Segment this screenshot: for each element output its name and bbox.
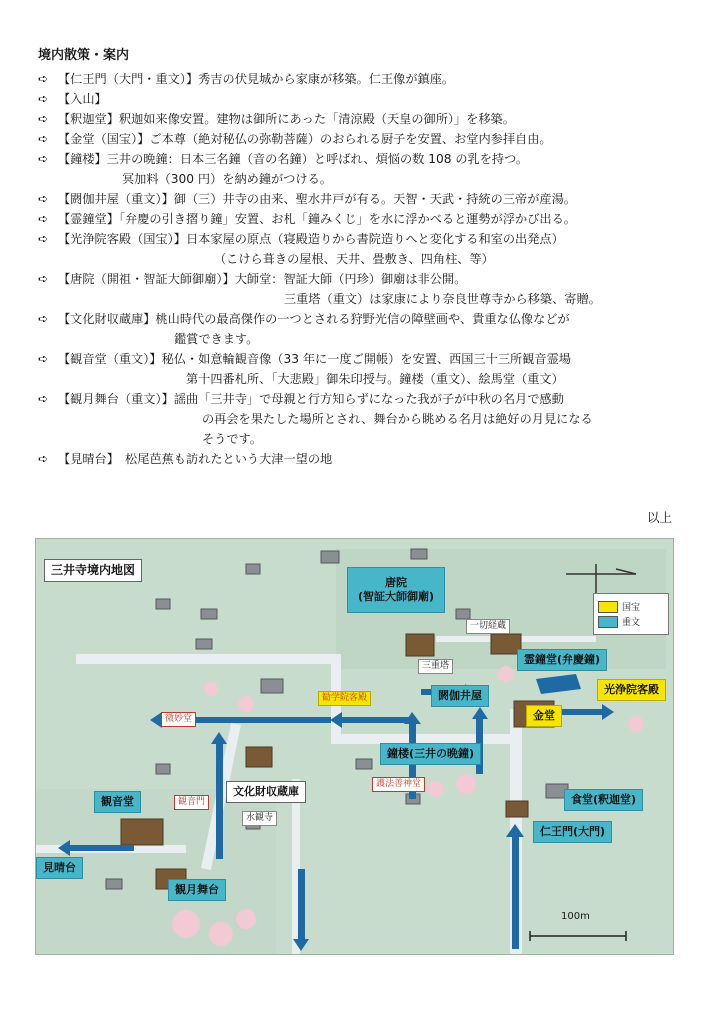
guide-item — [38, 129, 688, 149]
arrow-icon: ➪ — [38, 392, 49, 406]
label-kondo: 金堂 — [526, 705, 562, 727]
label-touin: 唐院 (智証大師御廟) — [347, 567, 445, 613]
guide-item-continuation: の再会を果たした場所とされ、舞台から眺める名月は絶好の月見になる — [202, 412, 593, 426]
label-niomon: 仁王門(大門) — [533, 821, 612, 843]
arrow-icon: ➪ — [38, 272, 49, 286]
label-sanjuto: 三重塔 — [418, 659, 453, 674]
label-issaikyo: 一切経蔵 — [466, 619, 510, 634]
guide-item-text: 【鐘楼】三井の晩鐘：日本三名鐘（音の名鐘）と呼ばれ、煩悩の数 108 の乳を持つ。 — [58, 152, 529, 166]
legend-swatch-yellow — [598, 601, 618, 613]
label-suikanji: 水観寺 — [242, 811, 277, 826]
legend-swatch-blue — [598, 616, 618, 628]
legend-label: 国宝 — [622, 603, 641, 613]
guide-heading: 境内散策・案内 — [38, 48, 130, 63]
guide-item-continuation: そうです。 — [202, 432, 262, 446]
guide-item — [38, 89, 688, 109]
label-kangakuin: 勧学院客殿 — [318, 691, 371, 706]
arrow-icon: ➪ — [38, 452, 49, 466]
arrow-icon: ➪ — [38, 112, 49, 126]
guide-item — [38, 389, 688, 409]
guide-item-text: 【光浄院客殿（国宝）】日本家屋の原点（寝殿造りから書院造りへと変化する和室の出発点） — [58, 232, 564, 246]
guide-item-text: 【文化財収蔵庫】桃山時代の最高傑作の一つとされる狩野光信の障壁画や、貴重な仏像などが — [58, 312, 570, 326]
guide-item-text: 【金堂（国宝）】ご本尊（絶対秘仏の弥勒菩薩）のおられる厨子を安置、お堂内参拝自由。 — [58, 132, 552, 146]
guide-item-text: 【入山】 — [58, 92, 107, 106]
label-shoro: 鐘楼(三井の晩鐘) — [380, 743, 481, 765]
guide-item-continuation: 鑑賞できます。 — [174, 332, 259, 346]
label-kangetsu: 観月舞台 — [168, 879, 226, 901]
guide-item-continuation: 第十四番札所、「大悲殿」御朱印授与。鐘楼（重文）、絵馬堂（重文） — [186, 372, 564, 386]
label-reishodo: 霊鐘堂(弁慶鐘) — [517, 649, 607, 671]
arrow-icon: ➪ — [38, 72, 49, 86]
closing-text: 以上 — [646, 510, 672, 525]
guide-item — [38, 449, 688, 469]
label-gohozenjin: 護法善神堂 — [372, 777, 425, 792]
arrow-icon: ➪ — [38, 232, 49, 246]
legend-label: 重文 — [622, 618, 641, 628]
guide-item-text: 【霊鐘堂】「弁慶の引き摺り鐘」安置、お札「鐘みくじ」を水に浮かべると運勢が浮かび出る。 — [58, 212, 576, 226]
label-shokudo: 食堂(釈迦堂) — [564, 789, 643, 811]
guide-item-continuation: 冥加料（300 円）を納め鐘がつける。 — [122, 172, 332, 186]
guide-item-text: 【観月舞台（重文）】謡曲「三井寺」で母親と行方知らずになった我が子が中秋の名月で感動 — [58, 392, 564, 406]
guide-item — [38, 109, 688, 129]
guide-item — [38, 69, 688, 89]
arrow-icon: ➪ — [38, 352, 49, 366]
map-legend — [593, 593, 669, 635]
arrow-icon: ➪ — [38, 132, 49, 146]
label-akaiya: 閼伽井屋 — [431, 685, 489, 707]
guide-item — [38, 209, 688, 229]
guide-item — [38, 149, 688, 169]
scale-label: 100m — [561, 911, 590, 922]
guide-document — [38, 44, 688, 469]
map-title: 三井寺境内地図 — [44, 559, 142, 582]
label-bishamon: 微妙堂 — [161, 712, 196, 727]
label-bunkazai: 文化財収蔵庫 — [226, 781, 306, 803]
legend-kokuho — [598, 600, 664, 613]
guide-item — [38, 349, 688, 369]
guide-item-text: 【見晴台】 松尾芭蕉も訪れたという大津一望の地 — [58, 452, 333, 466]
arrow-icon: ➪ — [38, 192, 49, 206]
legend-jubun — [598, 615, 664, 628]
arrow-icon: ➪ — [38, 92, 49, 106]
guide-item-text: 【唐院（開祖・智証大師御廟）】大師堂：智証大師（円珍）御廟は非公開。 — [58, 272, 467, 286]
guide-item-text: 【仁王門（大門・重文）】秀吉の伏見城から家康が移築。仁王像が鎮座。 — [58, 72, 455, 86]
guide-item-continuation: （こけら葺きの屋根、天井、畳敷き、四角柱、等） — [214, 252, 494, 266]
guide-item-text: 【観音堂（重文）】秘仏・如意輪観音像（33 年に一度ご開帳）を安置、西国三十三所観音霊場 — [58, 352, 571, 366]
guide-item — [38, 189, 688, 209]
guide-item — [38, 269, 688, 289]
guide-item — [38, 229, 688, 249]
guide-list — [38, 69, 688, 469]
arrow-icon: ➪ — [38, 152, 49, 166]
temple-map — [35, 538, 674, 955]
label-kannonmon: 観音門 — [174, 795, 209, 810]
guide-item-text: 【釈迦堂】釈迦如来像安置。建物は御所にあった「清涼殿（天皇の御所）」を移築。 — [58, 112, 515, 126]
label-kojoin: 光浄院客殿 — [597, 679, 666, 701]
guide-item-text: 【閼伽井屋（重文）】御（三）井寺の由来、聖水井戸が有る。天智・天武・持統の三帝が産湯。 — [58, 192, 576, 206]
arrow-icon: ➪ — [38, 212, 49, 226]
guide-item-continuation: 三重塔（重文）は家康により奈良世尊寺から移築、寄贈。 — [284, 292, 601, 306]
label-miharashi: 見晴台 — [36, 857, 83, 879]
label-kannondo: 観音堂 — [94, 791, 141, 813]
guide-item — [38, 309, 688, 329]
arrow-icon: ➪ — [38, 312, 49, 326]
